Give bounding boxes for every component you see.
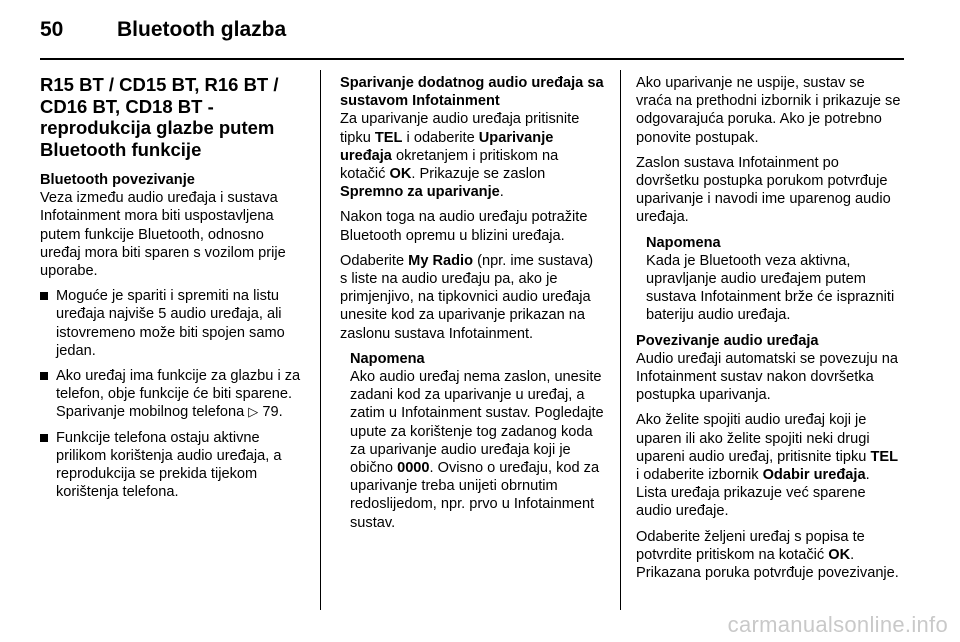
pairing-paragraph xyxy=(340,110,604,201)
ok-knob-label: OK xyxy=(389,166,412,183)
text: . Prikazana poruka potvrđuje povezivanje. xyxy=(636,546,899,582)
menu-item-pairing: Uparivanje uređaja xyxy=(340,129,554,164)
auto-connect-paragraph: Audio uređaji automatski se povezuju na Infotainment sustav nakon dovršetka postupka uparivanja. xyxy=(636,350,899,404)
text: Odaberite željeni uređaj s popisa te potvrdite pritiskom na kotačić xyxy=(636,528,865,563)
list-item-text: Funkcije telefona ostaju aktivne prilikom korištenja audio uređaja, a reprodukcija se prekida tijekom korištenja telefona. xyxy=(56,429,282,501)
screen-ready-label: Spremno za uparivanje xyxy=(340,184,500,201)
note-title: Napomena xyxy=(646,234,721,251)
tel-key-label: TEL xyxy=(374,129,403,146)
square-bullet-icon xyxy=(40,292,48,300)
list-item xyxy=(40,429,308,502)
page-reference-link[interactable]: 79. xyxy=(262,404,283,421)
note-block xyxy=(340,350,604,532)
text: . Prikazuje se zaslon xyxy=(411,166,546,183)
square-bullet-icon xyxy=(40,372,48,380)
list-item-text: Moguće je spariti i spremiti na listu uređaja najviše 5 audio uređaja, ali istovremeno može biti spojen samo jedan. xyxy=(56,288,285,359)
text: (npr. ime sustava) s liste na audio uređaju pa, ako je primjenjivo, na tipkovnici audio uređaja unesite kod za uparivanje prikazan na zaslonu sustava Infotainment. xyxy=(340,252,594,342)
connect-other-paragraph xyxy=(636,411,904,520)
text: okretanjem i pritiskom na kotačić xyxy=(340,147,559,183)
list-item-text: Ako uređaj ima funkcije za glazbu i za telefon, obje funkcije će biti sparene. Sparivanje mobilnog telefona xyxy=(56,368,301,421)
default-code: 0000 xyxy=(397,460,430,477)
reference-arrow-icon: ▷ xyxy=(248,404,259,420)
text: . xyxy=(499,184,504,201)
intro-paragraph: Veza između audio uređaja i sustava Infotainment mora biti uspostavljena putem funkcije Bluetooth, odnosno uređaj mora biti sparen s vozilom prije uporabe. xyxy=(40,190,286,280)
column-1 xyxy=(40,74,308,508)
list-item xyxy=(40,367,308,422)
subheading-pairing: Sparivanje dodatnog audio uređaja sa sustavom Infotainment xyxy=(340,75,604,110)
square-bullet-icon xyxy=(40,434,48,442)
text: Za uparivanje audio uređaja pritisnite tipku xyxy=(340,111,580,146)
menu-item-select-device: Odabir uređaja xyxy=(762,467,866,484)
note-title: Napomena xyxy=(350,350,425,367)
text: Ako želite spojiti audio uređaj koji je uparen ili ako želite spojiti neki drugi upareni audio uređaj, pritisnite tipku xyxy=(636,412,870,465)
watermark: carmanualsonline.info xyxy=(727,612,948,637)
note-block xyxy=(636,234,904,325)
subheading-bluetooth-connection: Bluetooth povezivanje xyxy=(40,172,195,188)
ok-knob-label: OK xyxy=(828,546,851,563)
note-text: Kada je Bluetooth veza aktivna, upravljanje audio uređajem putem sustava Infotainment brže će isprazniti bateriju audio uređaja. xyxy=(646,252,895,324)
bullet-list xyxy=(40,287,308,501)
search-paragraph: Nakon toga na audio uređaju potražite Bluetooth opremu u blizini uređaja. xyxy=(340,209,588,244)
page-title: Bluetooth glazba xyxy=(117,18,287,41)
note-text: Ako audio uređaj nema zaslon, unesite zadani kod za uparivanje u uređaj, a zatim u Infotainment sustav. Pogledajte upute za korištenje tog zadanog koda za uparivanje audio uređaja koji je obično xyxy=(350,369,604,477)
my-radio-label: My Radio xyxy=(408,252,474,269)
confirmation-paragraph: Zaslon sustava Infotainment po dovršetku postupka porukom potvrđuje uparivanje i navodi ime uparenog audio uređaja. xyxy=(636,154,891,226)
header-rule xyxy=(40,58,904,60)
page-number: 50 xyxy=(40,18,64,41)
column-divider xyxy=(320,70,321,610)
text: . Lista uređaja prikazuje već sparene audio uređaje. xyxy=(636,467,870,520)
pairing-failed-paragraph: Ako uparivanje ne uspije, sustav se vraća na prethodni izbornik i prikazuje se odgovarajuća poruka. Ako je potrebno ponovite postupak. xyxy=(636,75,901,146)
text: i odaberite xyxy=(406,129,475,146)
tel-key-label: TEL xyxy=(870,448,899,465)
section-title: R15 BT / CD15 BT, R16 BT / CD16 BT, CD18 BT - reprodukcija glazbe putem Bluetooth funkcije xyxy=(40,74,279,160)
note-text: . Ovisno o uređaju, kod za uparivanje treba unijeti obrnutim redoslijedom, npr. prvo u Infotainment sustav. xyxy=(350,460,600,531)
text: Odaberite xyxy=(340,252,405,269)
column-3 xyxy=(636,74,904,589)
column-2 xyxy=(340,74,604,539)
select-paragraph xyxy=(340,252,604,343)
column-divider xyxy=(620,70,621,610)
select-device-paragraph xyxy=(636,528,904,583)
text: i odaberite izbornik xyxy=(636,467,759,484)
subheading-connecting: Povezivanje audio uređaja xyxy=(636,332,819,349)
list-item xyxy=(40,287,308,360)
